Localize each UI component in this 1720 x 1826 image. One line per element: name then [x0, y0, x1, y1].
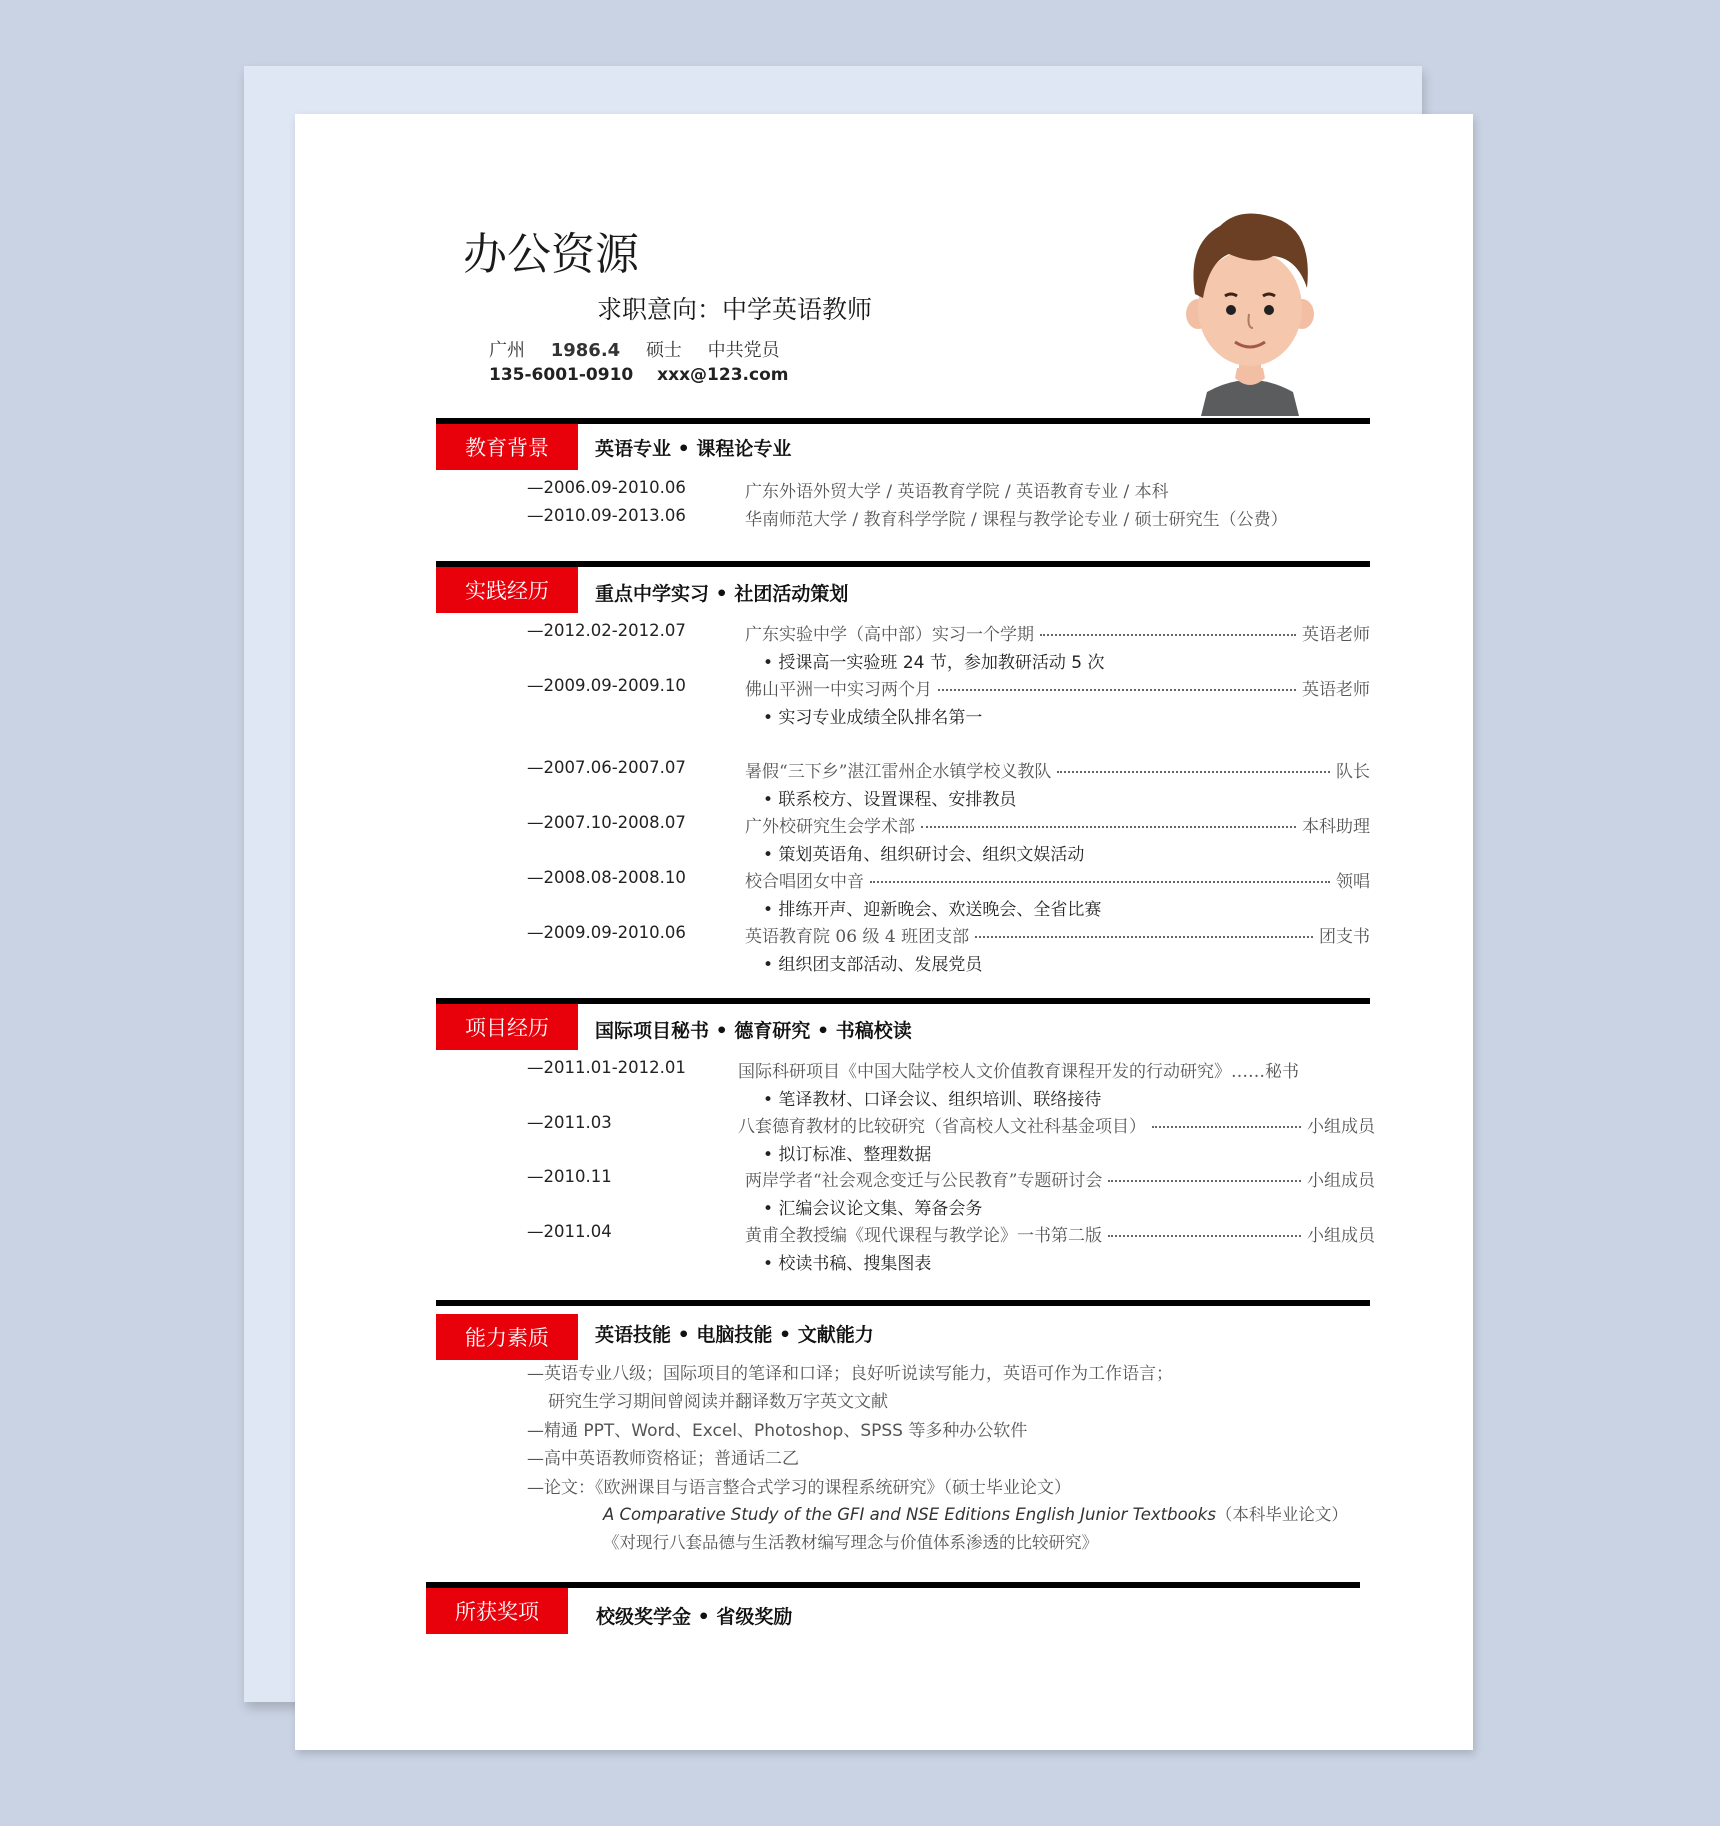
project-bullet: • 拟订标准、整理数据 — [763, 1145, 932, 1165]
practice-entry: 校合唱团女中音 领唱 — [745, 872, 1370, 892]
edu-detail: 广东外语外贸大学 / 英语教育学院 / 英语教育专业 / 本科 — [745, 482, 1169, 502]
project-bullet: • 汇编会议论文集、筹备会务 — [763, 1199, 983, 1219]
project-date: —2011.03 — [527, 1113, 612, 1132]
section-rule — [436, 1300, 1370, 1306]
practice-bullet: • 联系校方、设置课程、安排教员 — [763, 790, 1017, 810]
skills-subtitle: 英语技能 • 电脑技能 • 文献能力 — [595, 1324, 874, 1346]
practice-subtitle: 重点中学实习 • 社团活动策划 — [595, 583, 849, 605]
skill-line: —英语专业八级；国际项目的笔译和口译；良好听说读写能力，英语可作为工作语言； — [527, 1364, 1173, 1384]
practice-bullet: • 授课高一实验班 24 节，参加教研活动 5 次 — [763, 653, 1105, 673]
practice-bullet: • 组织团支部活动、发展党员 — [763, 955, 983, 975]
project-entry: 两岸学者“社会观念变迁与公民教育”专题研讨会 小组成员 — [745, 1171, 1375, 1191]
project-entry: 国际科研项目《中国大陆学校人文价值教育课程开发的行动研究》……秘书 — [738, 1062, 1299, 1082]
practice-date: —2007.10-2008.07 — [527, 813, 686, 832]
thesis-english: A Comparative Study of the GFI and NSE Editions English Junior Textbooks（本科毕业论文） — [603, 1505, 1348, 1524]
candidate-name: 办公资源 — [463, 229, 639, 280]
skill-line: —高中英语教师资格证；普通话二乙 — [527, 1449, 799, 1469]
project-date: —2010.11 — [527, 1167, 612, 1186]
project-bullet: • 笔译教材、口译会议、组织培训、联络接待 — [763, 1090, 1102, 1110]
skill-line: —精通 PPT、Word、Excel、Photoshop、SPSS 等多种办公软件 — [527, 1421, 1028, 1441]
birth-date: 1986.4 — [550, 340, 621, 361]
practice-date: —2009.09-2009.10 — [527, 676, 686, 695]
practice-date: —2009.09-2010.06 — [527, 923, 686, 942]
section-tag-projects: 项目经历 — [436, 1004, 578, 1050]
phone: 135-6001-0910 — [489, 365, 634, 385]
edu-date: —2010.09-2013.06 — [527, 506, 686, 525]
resume-page — [295, 114, 1473, 1750]
practice-entry: 暑假“三下乡”湛江雷州企水镇学校义教队 队长 — [745, 762, 1370, 782]
education-subtitle: 英语专业 • 课程论专业 — [595, 438, 792, 460]
contact-info — [489, 365, 806, 385]
section-tag-practice: 实践经历 — [436, 567, 578, 613]
section-tag-skills: 能力素质 — [436, 1314, 578, 1360]
avatar-cartoon-icon — [1165, 196, 1335, 416]
practice-bullet: • 实习专业成绩全队排名第一 — [763, 708, 983, 728]
practice-bullet: • 排练开声、迎新晚会、欢送晚会、全省比赛 — [763, 900, 1102, 920]
project-date: —2011.04 — [527, 1222, 612, 1241]
skill-line: —论文：《欧洲课目与语言整合式学习的课程系统研究》（硕士毕业论文） — [527, 1478, 1071, 1498]
project-bullet: • 校读书稿、搜集图表 — [763, 1254, 932, 1274]
practice-date: —2008.08-2008.10 — [527, 868, 686, 887]
practice-date: —2012.02-2012.07 — [527, 621, 686, 640]
practice-entry: 广外校研究生会学术部 本科助理 — [745, 817, 1370, 837]
political-status: 中共党员 — [707, 340, 780, 361]
practice-entry: 广东实验中学（高中部）实习一个学期 英语老师 — [745, 625, 1370, 645]
project-entry: 八套德育教材的比较研究（省高校人文社科基金项目） 小组成员 — [738, 1117, 1375, 1137]
basic-info — [489, 336, 800, 362]
projects-subtitle: 国际项目秘书 • 德育研究 • 书稿校读 — [595, 1020, 912, 1042]
project-entry: 黄甫全教授编《现代课程与教学论》一书第二版 小组成员 — [745, 1226, 1375, 1246]
skill-line: 研究生学习期间曾阅读并翻译数万字英文文献 — [548, 1392, 888, 1412]
practice-entry: 佛山平洲一中实习两个月 英语老师 — [745, 680, 1370, 700]
practice-entry: 英语教育院 06 级 4 班团支部 团支书 — [745, 927, 1370, 947]
edu-date: —2006.09-2010.06 — [527, 478, 686, 497]
edu-detail: 华南师范大学 / 教育科学学院 / 课程与教学论专业 / 硕士研究生（公费） — [745, 510, 1288, 530]
job-objective: 求职意向：中学英语教师 — [597, 295, 873, 324]
project-date: —2011.01-2012.01 — [527, 1058, 686, 1077]
section-tag-education: 教育背景 — [436, 424, 578, 470]
thesis-chinese: 《对现行八套品德与生活教材编写理念与价值体系渗透的比较研究》 — [603, 1533, 1098, 1552]
degree: 硕士 — [645, 340, 682, 361]
practice-bullet: • 策划英语角、组织研讨会、组织文娱活动 — [763, 845, 1085, 865]
email: xxx@123.com — [657, 365, 789, 385]
city: 广州 — [489, 340, 525, 361]
awards-subtitle: 校级奖学金 • 省级奖励 — [596, 1606, 793, 1628]
practice-date: —2007.06-2007.07 — [527, 758, 686, 777]
section-tag-awards: 所获奖项 — [426, 1588, 568, 1634]
